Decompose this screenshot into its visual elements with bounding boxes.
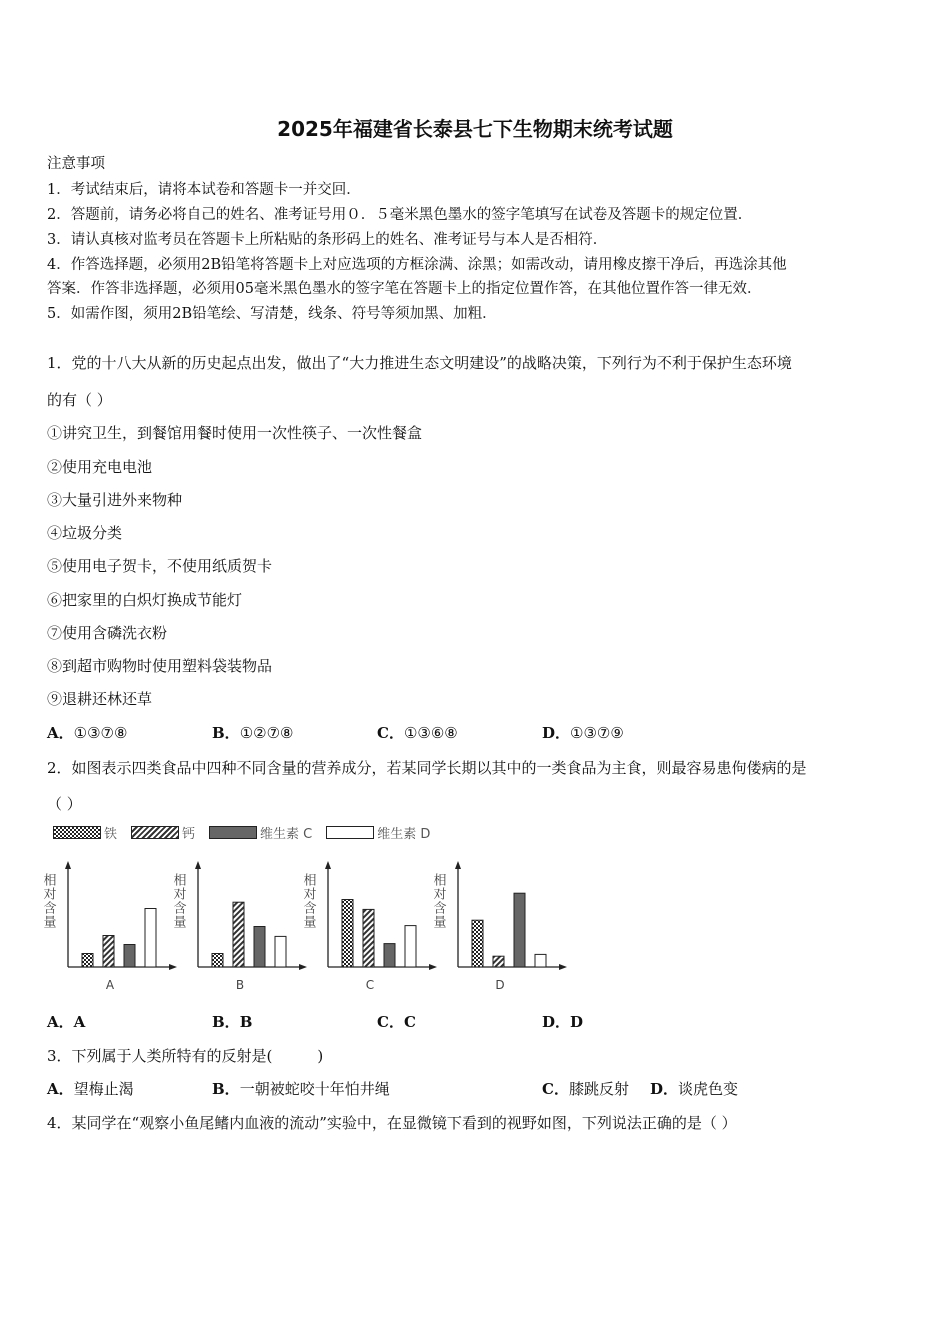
option-text: ①③⑦⑧ [73,724,128,742]
option-text: B [239,1013,253,1031]
legend-swatch-vitamin-d [326,826,374,839]
bar-维生素 C [124,945,135,968]
option-text: ①③⑥⑧ [403,724,458,742]
q3-option-c[interactable] [542,1078,629,1099]
option-label: A． [47,724,74,742]
q1-item: ④垃圾分类 [47,524,123,542]
q2-option-d[interactable] [542,1011,583,1032]
bar-铁 [472,920,483,967]
q1-item: ⑨退耕还林还草 [47,690,153,708]
q2-option-c[interactable] [377,1011,416,1032]
panel-label: A [105,978,115,992]
option-label: C． [542,1080,569,1098]
bar-铁 [342,900,353,968]
y-axis-label: 相对含量 [430,873,446,929]
legend-item-vitamin-d [326,823,430,842]
option-label: C． [377,724,404,742]
legend-label: 铁 [104,826,118,842]
q2-stem-line1: 2．如图表示四类食品中四种不同含量的营养成分，若某同学长期以其中的一类食品为主食，则最容易患佝偻病的是 [47,759,807,777]
notes-heading: 注意事项 [47,156,105,172]
q1-item: ①讲究卫生，到餐馆用餐时使用一次性筷子、一次性餐盒 [47,424,423,442]
bar-维生素 D [405,926,416,967]
note-item-4-cont: 答案．作答非选择题，必须用05毫米黑色墨水的签字笔在答题卡上的指定位置作答，在其他位置作答一律无效． [47,281,762,297]
option-text: 谈虎色变 [678,1080,739,1098]
q1-option-b[interactable] [212,722,293,743]
option-label: A． [47,1080,74,1098]
legend-swatch-calcium [131,826,179,839]
y-axis-arrow [65,861,71,869]
q1-item: ⑤使用电子贺卡，不使用纸质贺卡 [47,557,273,575]
option-text: D [570,1013,584,1031]
option-text: 膝跳反射 [568,1080,629,1098]
q2-stem-line2: （ ） [47,795,82,813]
q1-item: ⑥把家里的白炽灯换成节能灯 [47,591,243,609]
q1-option-c[interactable] [377,722,458,743]
option-text: ①②⑦⑧ [239,724,294,742]
q4-stem: 4．某同学在“观察小鱼尾鳍内血液的流动”实验中，在显微镜下看到的视野如图，下列说法正确的是（ ） [47,1114,737,1132]
x-axis-arrow [299,964,307,970]
bar-维生素 C [254,927,265,968]
nutrient-bar-charts [40,855,600,1000]
legend-label: 钙 [182,826,196,842]
q3-stem: 3．下列属于人类所特有的反射是( ) [47,1047,324,1065]
bar-钙 [493,956,504,967]
legend-item-vitamin-c [209,823,312,842]
q1-item: ⑦使用含磷洗衣粉 [47,624,168,642]
option-text: A [73,1013,86,1031]
bar-维生素 C [514,893,525,967]
option-label: D． [650,1080,679,1098]
bar-维生素 D [535,954,546,967]
option-label: D． [542,724,571,742]
option-text: C [403,1013,416,1031]
q3-option-b[interactable] [212,1078,390,1099]
y-axis-arrow [195,861,201,869]
page-title: 2025年福建省长泰县七下生物期末统考试题 [277,117,673,141]
y-axis-arrow [455,861,461,869]
y-axis-label: 相对含量 [300,873,316,929]
option-label: D． [542,1013,571,1031]
bar-钙 [233,902,244,967]
option-label: B． [212,1013,240,1031]
bar-钙 [363,909,374,967]
x-axis-arrow [169,964,177,970]
panel-label: C [365,978,375,992]
option-text: ①③⑦⑨ [570,724,624,742]
q2-option-a[interactable] [47,1011,85,1032]
note-item-5: 5．如需作图，须用2B铅笔绘、写清楚，线条、符号等须加黑、加粗． [47,306,497,322]
q1-item: ③大量引进外来物种 [47,491,183,509]
bar-维生素 D [145,909,156,968]
y-axis-arrow [325,861,331,869]
option-label: C． [377,1013,404,1031]
q1-stem-line1: 1．党的十八大从新的历史起点出发，做出了“大力推进生态文明建设”的战略决策，下列行为不利于保护生态环境 [47,354,792,372]
note-item-2: 2．答题前，请务必将自己的姓名、准考证号用０．５毫米黑色墨水的签字笔填写在试卷及答题卡的规定位置． [47,207,753,223]
option-label: B． [212,724,240,742]
q1-item: ②使用充电电池 [47,458,153,476]
y-axis-label: 相对含量 [170,873,186,929]
q2-option-b[interactable] [212,1011,252,1032]
q1-stem-line2: 的有（ ） [47,391,112,409]
chart-legend [53,822,444,842]
q3-option-d[interactable] [650,1078,738,1099]
bar-维生素 C [384,944,395,967]
q1-option-d[interactable] [542,722,624,743]
panel-label: D [495,978,505,992]
option-text: 一朝被蛇咬十年怕井绳 [239,1080,390,1098]
legend-label: 维生素 D [377,826,431,842]
panel-label: B [235,978,245,992]
bar-维生素 D [275,936,286,967]
bar-铁 [212,954,223,968]
bar-铁 [82,954,93,968]
x-axis-arrow [429,964,437,970]
x-axis-arrow [559,964,567,970]
y-axis-label: 相对含量 [40,873,56,929]
legend-item-iron [53,823,117,842]
note-item-3: 3．请认真核对监考员在答题卡上所粘贴的条形码上的姓名、准考证号与本人是否相符． [47,232,608,248]
q1-option-a[interactable] [47,722,127,743]
option-label: B． [212,1080,240,1098]
option-text: 望梅止渴 [73,1080,134,1098]
note-item-1: 1．考试结束后，请将本试卷和答题卡一并交回． [47,182,361,198]
legend-swatch-vitamin-c [209,826,257,839]
option-label: A． [47,1013,74,1031]
q1-item: ⑧到超市购物时使用塑料袋装物品 [47,657,273,675]
q3-option-a[interactable] [47,1078,134,1099]
note-item-4: 4．作答选择题，必须用2B铅笔将答题卡上对应选项的方框涂满、涂黑；如需改动，请用橡皮擦干净后，再选涂其他 [47,257,787,273]
bar-钙 [103,936,114,968]
legend-item-calcium [131,823,195,842]
legend-swatch-iron [53,826,101,839]
legend-label: 维生素 C [260,826,313,842]
